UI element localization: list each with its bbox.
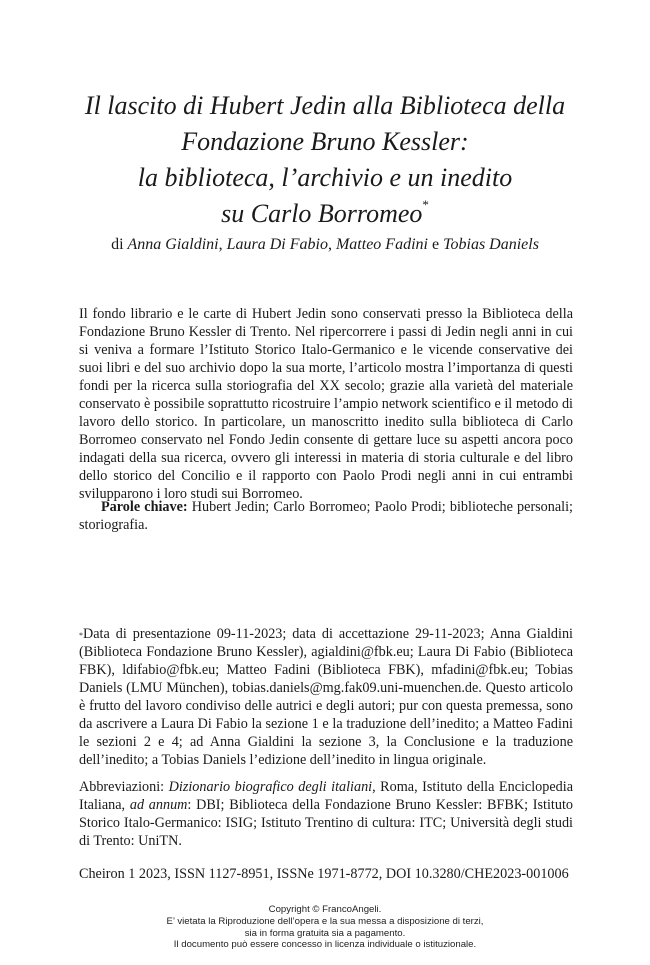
- abbreviations-paragraph: [79, 779, 573, 851]
- title-footnote-marker[interactable]: *: [422, 197, 429, 212]
- copyright-line-2: E’ vietata la Riproduzione dell’opera e la sua messa a disposizione di terzi,: [166, 915, 484, 927]
- author-1: Anna Gialdini: [127, 236, 219, 253]
- keywords-paragraph: [79, 498, 573, 534]
- journal-citation: Cheiron 1 2023, ISSN 1127-8951, ISSNe 1971-8772, DOI 10.3280/CHE2023-001006: [79, 866, 569, 882]
- footnote-paragraph: [79, 626, 573, 770]
- title-line-1: Il lascito di Hubert Jedin alla Biblioteca della: [84, 91, 566, 120]
- keywords-label: Parole chiave:: [101, 499, 188, 515]
- author-4: Tobias Daniels: [443, 236, 539, 253]
- title-line-4: [60, 196, 590, 232]
- abstract-paragraph: Il fondo librario e le carte di Hubert Jedin sono conservati presso la Biblioteca della Fondazione Bruno Kessler di Trento. Nel ripercorrere i passi di Jedin negli anni in cui si veniva a formare l’Istituto Storico Italo-Germanico e le vicende conservative dei suoi libri e del suo archivio dopo la sua morte, l’articolo mostra l’importanza di questi fondi per la ricerca sulla storiografia del XX secolo; grazie alla varietà del materiale conservato è possibile soprattutto ricostruire l’ampio network scientifico e il metodo di lavoro dello storico. In particolare, un manoscritto inedito sulla biblioteca di Carlo Borromeo conservato nel Fondo Jedin consente di gettare luce su aspetti ancora poco indagati della sua ricerca, ovvero gli interessi in materia di storia culturale e del libro dello storico del Concilio e il rapporto con Paolo Prodi negli anni in cui entrambi svilupparono i loro studi sui Borromeo.: [79, 306, 573, 502]
- dbi-publisher: , Roma, Istituto della Enciclopedia Italiana,: [79, 779, 573, 813]
- article-title: [60, 88, 590, 232]
- title-line-4-text: su Carlo Borromeo: [221, 199, 423, 228]
- author-separator-2: ,: [327, 236, 332, 253]
- author-3: Matteo Fadini: [335, 236, 428, 253]
- abbreviations-list: : DBI; Biblioteca della Fondazione Bruno Kessler: BFBK; Istituto Storico Italo-Germanico: ISIG; Istituto Trentino di cultura: ITC; Università degli studi di Trento: UniTN.: [79, 796, 573, 849]
- copyright-line-1: Copyright © FrancoAngeli.: [268, 904, 382, 915]
- copyright-notice: [60, 904, 590, 951]
- author-separator-1: ,: [218, 236, 223, 253]
- footnote-text: Data di presentazione 09-11-2023; data di accettazione 29-11-2023; Anna Gialdini (Biblioteca Fondazione Bruno Kessler), agialdini@fbk.eu; Laura Di Fabio (Biblioteca FBK), ldifabio@fbk.eu; Matteo Fadini (Biblioteca FBK), mfadini@fbk.eu; Tobias Daniels (LMU München), tobias.daniels@mg.fak09.uni-muenchen.de. Questo articolo è frutto del lavoro condiviso delle autrici e degli autori; pur con questa premessa, sono da ascrivere a Laura Di Fabio la sezione 1 e la traduzione dell’inedito; a Matteo Fadini le sezioni 2 e 4; ad Anna Gialdini la sezione 3, la Conclusione e la traduzione dell’inedito; a Tobias Daniels l’edizione dell’inedito in lingua originale.: [79, 626, 573, 768]
- authors-conjunction: e: [431, 236, 440, 253]
- authors-prefix: di: [111, 236, 124, 253]
- footnote-marker: *: [79, 631, 83, 640]
- copyright-line-3: sia in forma gratuita sia a pagamento.: [244, 927, 406, 939]
- title-line-3: la biblioteca, l’archivio e un inedito: [137, 163, 513, 192]
- keywords-text: Hubert Jedin; Carlo Borromeo; Paolo Prodi; biblioteche personali; storiografia.: [79, 499, 573, 533]
- author-2: Laura Di Fabio: [226, 236, 328, 253]
- copyright-line-4: Il documento può essere concesso in licenza individuale o istituzionale.: [173, 939, 477, 951]
- ad-annum: ad annum: [129, 796, 188, 813]
- abbreviations-label: Abbreviazioni:: [79, 779, 165, 795]
- title-line-2: Fondazione Bruno Kessler:: [181, 127, 469, 156]
- dbi-title: Dizionario biografico degli italiani: [168, 779, 373, 795]
- author-line: [60, 234, 590, 256]
